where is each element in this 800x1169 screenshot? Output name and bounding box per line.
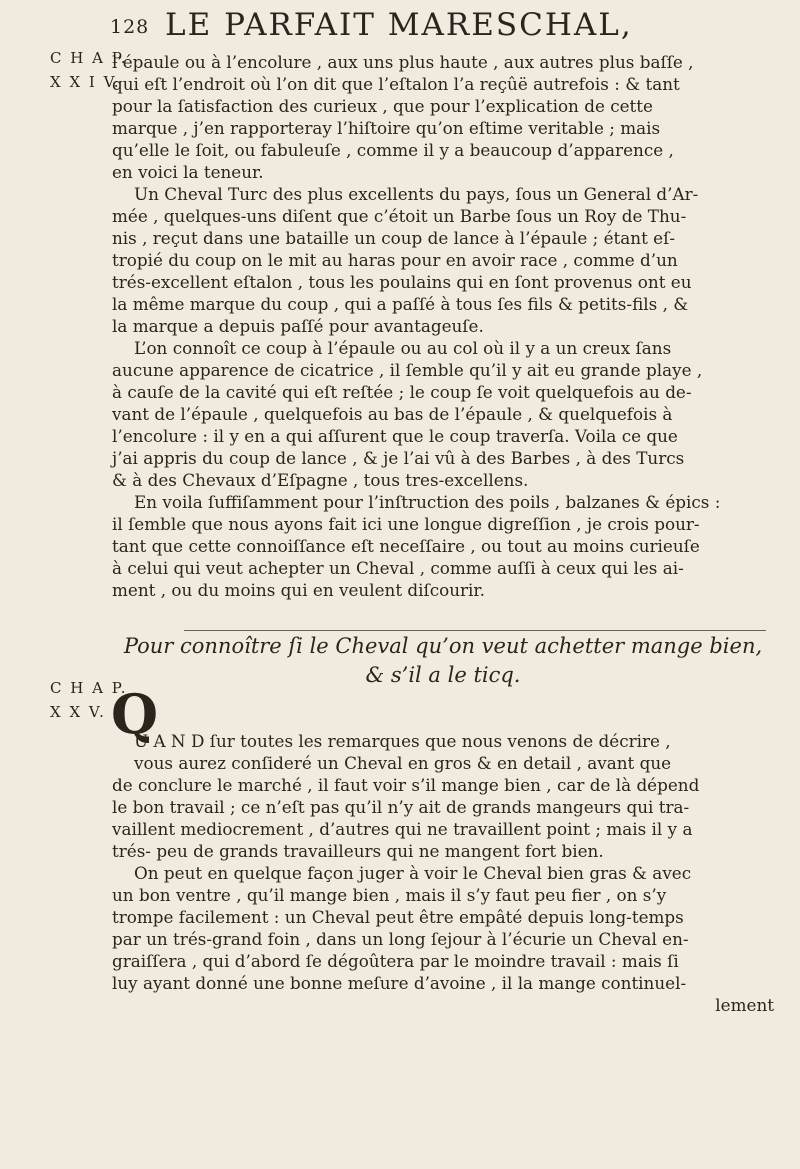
text-line: L’on connoît ce coup à l’épaule ou au col où il y a un creux ſans <box>134 338 672 358</box>
text-line: & à des Chevaux d’Eſpagne , tous tres-excellens. <box>112 470 529 490</box>
text-line: trés- peu de grands travailleurs qui ne mangent fort bien. <box>112 841 604 861</box>
text-line: U A N D ſur toutes les remarques que nous venons de décrire , <box>134 731 671 751</box>
text-line: j’ai appris du coup de lance , & je l’ai vû à des Barbes , à des Turcs <box>112 448 685 468</box>
text-line: Un Cheval Turc des plus excellents du pays, ſous un General d’Ar- <box>134 184 699 204</box>
text-line: tant que cette connoiſſance eſt neceſſaire , ou tout au moins curieuſe <box>112 536 700 556</box>
text-line: lement <box>715 995 774 1015</box>
text-line: vant de l’épaule , quelquefois au bas de l’épaule , & quelquefois à <box>112 404 673 424</box>
text-line: de conclure le marché , il faut voir s’il mange bien , car de là dépend <box>112 775 700 795</box>
text-line: à cauſe de la cavité qui eſt reſtée ; le coup ſe voit quelquefois au de- <box>112 382 692 402</box>
text-line: En voila ſuffiſamment pour l’inſtruction des poils , balzanes & épics : <box>134 492 721 512</box>
text-line: graiſſera , qui d’abord ſe dégoûtera par le moindre travail : mais ſi <box>112 951 679 971</box>
text-line: tropié du coup on le mit au haras pour en avoir race , comme d’un <box>112 250 678 270</box>
text-line: qu’elle le ſoit, ou fabuleuſe , comme il y a beaucoup d’apparence , <box>112 140 674 160</box>
text-line: en voici la teneur. <box>112 162 264 182</box>
text-line: un bon ventre , qu’il mange bien , mais il s’y faut peu fier , on s’y <box>112 885 667 905</box>
chapter-xxv-margin-label <box>50 676 128 724</box>
text-line: nis , reçut dans une bataille un coup de lance à l’épaule ; étant eſ- <box>112 228 675 248</box>
text-line: On peut en quelque façon juger à voir le Cheval bien gras & avec <box>134 863 692 883</box>
chapter-xxv-text <box>112 730 774 1016</box>
text-line: aucune apparence de cicatrice , il ſemble qu’il y ait eu grande playe , <box>112 360 703 380</box>
text-line: le bon travail ; ce n’eſt pas qu’il n’y ait de grands mangeurs qui tra- <box>112 797 690 817</box>
text-line: à celui qui veut achepter un Cheval , comme auſſi à ceux qui les ai- <box>112 558 684 578</box>
text-line: l’encolure : il y en a qui aſſurent que le coup traverſa. Voila ce que <box>112 426 678 446</box>
heading-line: Pour connoître ſi le Cheval qu’on veut achetter mange bien, <box>123 634 763 658</box>
running-title: LE PARFAIT MARESCHAL, <box>165 7 633 43</box>
chapter-xxiv-text <box>112 51 774 601</box>
text-line: vous aurez conſideré un Cheval en gros & en detail , avant que <box>134 753 672 773</box>
text-line: mée , quelques-uns diſent que c’étoit un Barbe ſous un Roy de Thu- <box>112 206 687 226</box>
text-line: la marque a depuis paſſé pour avantageuſe. <box>112 316 484 336</box>
section-divider <box>184 630 766 631</box>
text-line: l’épaule ou à l’encolure , aux uns plus haute , aux autres plus baſſe , <box>112 52 694 72</box>
page-number: 128 <box>110 16 150 38</box>
text-line: trés-excellent eſtalon , tous les poulains qui en ſont provenus ont eu <box>112 272 692 292</box>
page-header <box>110 6 770 43</box>
text-line: il ſemble que nous ayons fait ici une longue digreſſion , je crois pour- <box>112 514 700 534</box>
heading-line: & s’il a le ticq. <box>365 663 521 687</box>
margin-label-roman-numeral: X X V. <box>50 703 106 721</box>
drop-cap-letter: Q <box>111 682 159 746</box>
margin-label-chapter: C H A P. <box>50 679 128 697</box>
text-line: pour la ſatisfaction des curieux , que pour l’explication de cette <box>112 96 653 116</box>
margin-label-roman-numeral: X X I V. <box>50 73 121 91</box>
text-line: luy ayant donné une bonne meſure d’avoine , il la mange continuel- <box>112 973 687 993</box>
margin-label-chapter: C H A P. <box>50 49 128 67</box>
text-line: qui eſt l’endroit où l’on dit que l’eſtalon l’a reçûë autrefois : & tant <box>112 74 680 94</box>
chapter-xxv-heading <box>112 632 774 690</box>
text-line: ment , ou du moins qui en veulent diſcourir. <box>112 580 485 600</box>
chapter-xxiv-margin-label <box>50 46 128 94</box>
text-line: vaillent mediocrement , d’autres qui ne travaillent point ; mais il y a <box>112 819 693 839</box>
text-line: trompe facilement : un Cheval peut être empâté depuis long-temps <box>112 907 684 927</box>
text-line: marque , j’en rapporteray l’hiſtoire qu’on eſtime veritable ; mais <box>112 118 661 138</box>
text-line: la même marque du coup , qui a paſſé à tous ſes fils & petits-fils , & <box>112 294 689 314</box>
text-line: par un trés-grand foin , dans un long ſejour à l’écurie un Cheval en- <box>112 929 689 949</box>
